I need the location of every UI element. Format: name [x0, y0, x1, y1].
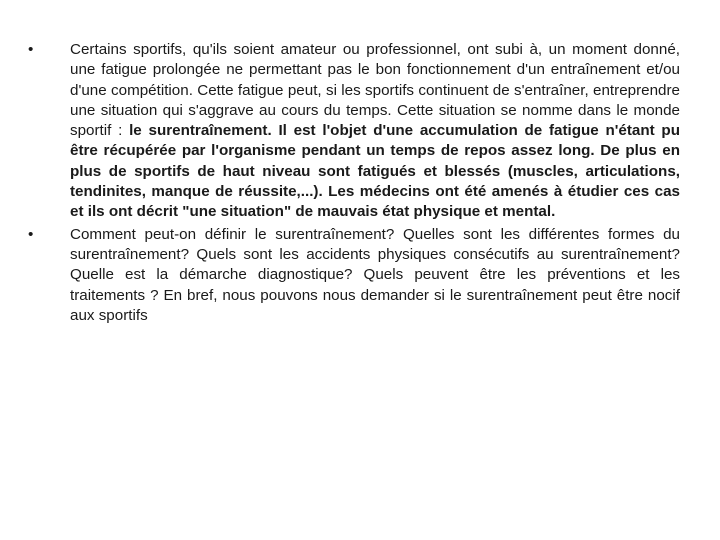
- paragraph-1-text: Certains sportifs, qu'ils soient amateur ou professionnel, ont subi à, un moment donné, une fatigue prolongée ne permettant pas le bon fonctionnement d'un entraînement et/ou d'une compétition. Cette fatigue peut, si les sportifs continuent de s'entraîner, entreprendre une situation qui s'aggrave au cours du temps. Cette situation se nomme dans le monde sportif :: [70, 41, 680, 140]
- slide-body: [28, 40, 680, 328]
- paragraph-2-text: Comment peut-on définir le surentraînement? Quelles sont les différentes formes du surentraînement? Quels sont les accidents physiques consécutifs au surentraînement? Quelle est la démarche diagnostique? Quels peuvent être les préventions et les traitements ? En bref, nous pouvons nous demander si le surentraînement peut être nocif aux sportifs: [70, 225, 680, 324]
- bullet-item-2: [28, 225, 680, 326]
- bullet-marker: •: [28, 41, 34, 58]
- bullet-marker: •: [28, 225, 34, 243]
- paragraph-1-bold-text: le surentraînement. Il est l'objet d'une accumulation de fatigue n'étant pu être récupérée par l'organisme pendant un temps de repos assez long. De plus en plus de sportifs de haut niveau sont fatigués et blessés (muscles, articulations, tendinites, manque de réussite,...). Les médecins ont été amenés à étudier ces cas et ils ont décrit "une situation" de mauvais état physique et mental.: [70, 122, 680, 221]
- bullet-item-1: [28, 40, 680, 223]
